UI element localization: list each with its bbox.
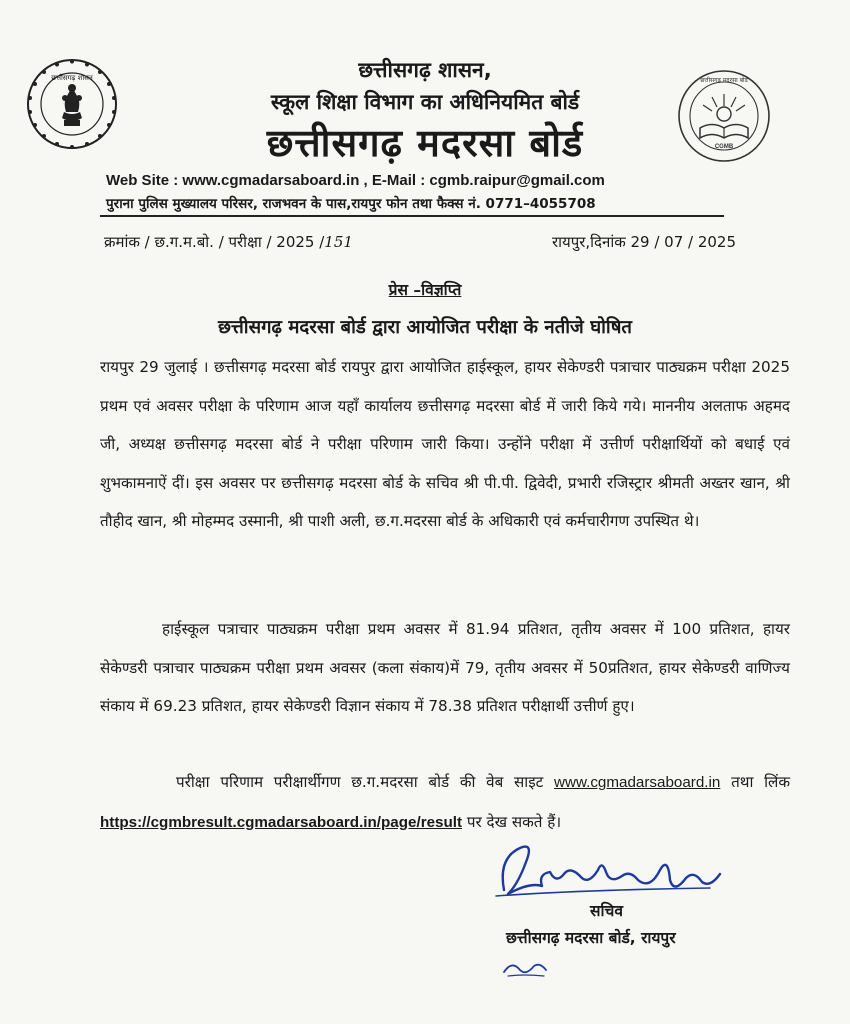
department-line: स्कूल शिक्षा विभाग का अधिनियमित बोर्ड <box>270 90 580 114</box>
press-release-label-text: प्रेस –विज्ञप्ति <box>388 281 462 299</box>
date-line: रायपुर,दिनांक 29 / 07 / 2025 <box>552 233 737 251</box>
government-line: छत्तीसगढ़ शासन, <box>358 58 492 82</box>
left-seal-text: छत्तीसगढ़ शासन <box>51 74 93 82</box>
contact-line: Web Site : www.cgmadarsaboard.in , E-Mail : cgmb.raipur@gmail.com <box>106 172 605 189</box>
para3-text-before: परीक्षा परिणाम परीक्षार्थीगण छ.ग.मदरसा बोर्ड की वेब साइट <box>176 773 544 791</box>
board-name-heading: छत्तीसगढ़ मदरसा बोर्ड <box>266 121 584 165</box>
signatory-title: सचिव <box>590 902 623 920</box>
result-link[interactable]: https://cgmbresult.cgmadarsaboard.in/page/result <box>100 813 463 831</box>
body-paragraph-1: रायपुर 29 जुलाई । छत्तीसगढ़ मदरसा बोर्ड रायपुर द्वारा आयोजित हाईस्कूल, हायर सेकेण्डरी पत्राचार पाठ्यक्रम परीक्षा 2025 प्रथम एवं अवसर परीक्षा के परिणाम आज यहाँ कार्यालय छत्तीसगढ़ मदरसा बोर्ड में जारी किये गये। माननीय अलताफ अहमद जी, अध्यक्ष छत्तीसगढ़ मदरसा बोर्ड ने परीक्षा परिणाम जारी किया। उन्होंने परीक्षा में उत्तीर्ण परीक्षार्थियों को बधाई एवं शुभकामनाऐं दीं। इस अवसर पर छत्तीसगढ़ मदरसा बोर्ड के सचिव श्री पी.पी. द्विवेदी, प्रभारी रजिस्ट्रार श्रीमती अख्तर खान, श्री तौहीद खान, श्री मोहम्मद उस्मानी, श्री पाशी अली, छ.ग.मदरसा बोर्ड के अधिकारी एवं कर्मचारीगण उपस्थित थे। <box>100 358 790 531</box>
body-paragraph-2: हाईस्कूल पत्राचार पाठ्यक्रम परीक्षा प्रथम अवसर में 81.94 प्रतिशत, तृतीय अवसर में 100 प्रतिशत, हायर सेकेण्डरी पत्राचार पाठ्यक्रम परीक्षा प्रथम अवसर (कला संकाय)में 79, तृतीय अवसर में 50प्रतिशत, हायर सेकेण्डरी वाणिज्य संकाय में 69.23 प्रतिशत, हायर सेकेण्डरी विज्ञान संकाय में 78.38 प्रतिशत परीक्षार्थी उत्तीर्ण हुए। <box>100 620 790 716</box>
signatory-organization: छत्तीसगढ़ मदरसा बोर्ड, रायपुर <box>506 929 676 947</box>
body-paragraph-3 <box>100 763 790 842</box>
right-seal-text: छत्तीसगढ़ मदरसा बोर्ड <box>700 77 748 84</box>
para3-text-middle: तथा लिंक <box>731 773 790 791</box>
initials-scribble <box>500 956 550 980</box>
release-title: छत्तीसगढ़ मदरसा बोर्ड द्वारा आयोजित परीक्षा के नतीजे घोषित <box>218 317 632 338</box>
website-link[interactable]: www.cgmadarsaboard.in <box>554 774 721 791</box>
address-line: पुराना पुलिस मुख्यालय परिसर, राजभवन के पास,रायपुर फोन तथा फैक्स नं. 0771–4055708 <box>106 196 596 212</box>
para3-text-after: पर देख सकते हैं। <box>466 812 562 831</box>
svg-text:CGMB: CGMB <box>714 144 734 150</box>
reference-prefix: क्रमांक / छ.ग.म.बो. / परीक्षा / 2025 / <box>104 233 325 251</box>
reference-handwritten-number: 151 <box>324 233 353 251</box>
press-release-label <box>0 278 850 300</box>
header-divider <box>100 215 724 217</box>
reference-number <box>104 232 353 252</box>
